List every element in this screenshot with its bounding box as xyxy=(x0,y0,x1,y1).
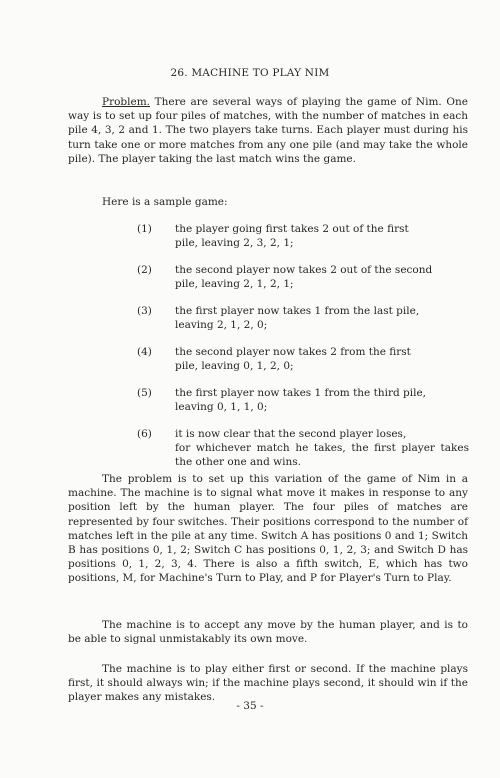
move-item xyxy=(137,222,469,250)
problem-text: There are several ways of playing the game of Nim. One way is to set up four piles of matches, with the number of matches in each pile 4, 3, 2 and 1. The two players take turns. Each player must during his turn take one or more matches from any one pile (and may take the whole pile). The player taking the last match wins the game. xyxy=(68,96,468,165)
move-line-1: it is now clear that the second player loses, xyxy=(175,427,407,440)
problem-paragraph xyxy=(68,95,468,166)
sample-game-moves xyxy=(137,222,469,482)
move-item xyxy=(137,263,469,291)
move-number: (2) xyxy=(137,263,152,276)
move-line-2: for whichever match he takes, the first player takes the other one and wins. xyxy=(175,441,469,468)
move-number: (6) xyxy=(137,427,152,440)
move-line-2: pile, leaving 0, 1, 2, 0; xyxy=(175,359,294,372)
paragraph-problem-statement: The problem is to set up this variation of the game of Nim in a machine. The machine is to signal what move it makes in response to any position left by the human player. The four piles of matches are represented by four switches. Their positions correspond to the number of matches left in the pile at any time. Switch A has positions 0 and 1; Switch B has positions 0, 1, 2; Switch C has positions 0, 1, 2, 3; and Switch D has positions 0, 1, 2, 3, 4. There is also a fifth switch, E, which has two positions, M, for Machine's Turn to Play, and P for Player's Turn to Play. xyxy=(68,473,468,585)
page-number: - 35 - xyxy=(236,700,264,712)
move-line-1: the second player now takes 2 from the first xyxy=(175,345,411,358)
sample-intro: Here is a sample game: xyxy=(102,196,228,208)
paragraph-play-order: The machine is to play either first or second. If the machine plays first, it should always win; if the machine plays second, it should win if the player makes any mistakes. xyxy=(68,663,468,704)
problem-label: Problem. xyxy=(102,96,150,108)
move-item xyxy=(137,304,469,332)
move-number: (1) xyxy=(137,223,152,235)
move-number: (5) xyxy=(137,386,152,399)
move-item xyxy=(137,345,469,373)
move-number: (3) xyxy=(137,304,152,317)
move-line-1: the player going first takes 2 out of the first xyxy=(175,223,409,235)
section-title: 26. MACHINE TO PLAY NIM xyxy=(170,67,330,79)
move-item xyxy=(137,386,469,414)
move-line-1: the second player now takes 2 out of the second xyxy=(175,263,433,276)
move-line-2: leaving 2, 1, 2, 0; xyxy=(175,319,268,332)
move-item xyxy=(137,427,469,470)
move-line-2: leaving 0, 1, 1, 0; xyxy=(175,400,268,413)
move-line-2: pile, leaving 2, 1, 2, 1; xyxy=(175,278,294,291)
move-line-1: the first player now takes 1 from the third pile, xyxy=(175,386,427,399)
move-line-2: pile, leaving 2, 3, 2, 1; xyxy=(175,237,294,250)
move-number: (4) xyxy=(137,345,152,358)
paragraph-accept-move: The machine is to accept any move by the human player, and is to be able to signal unmistakably its own move. xyxy=(68,619,468,646)
move-line-1: the first player now takes 1 from the last pile, xyxy=(175,304,420,317)
